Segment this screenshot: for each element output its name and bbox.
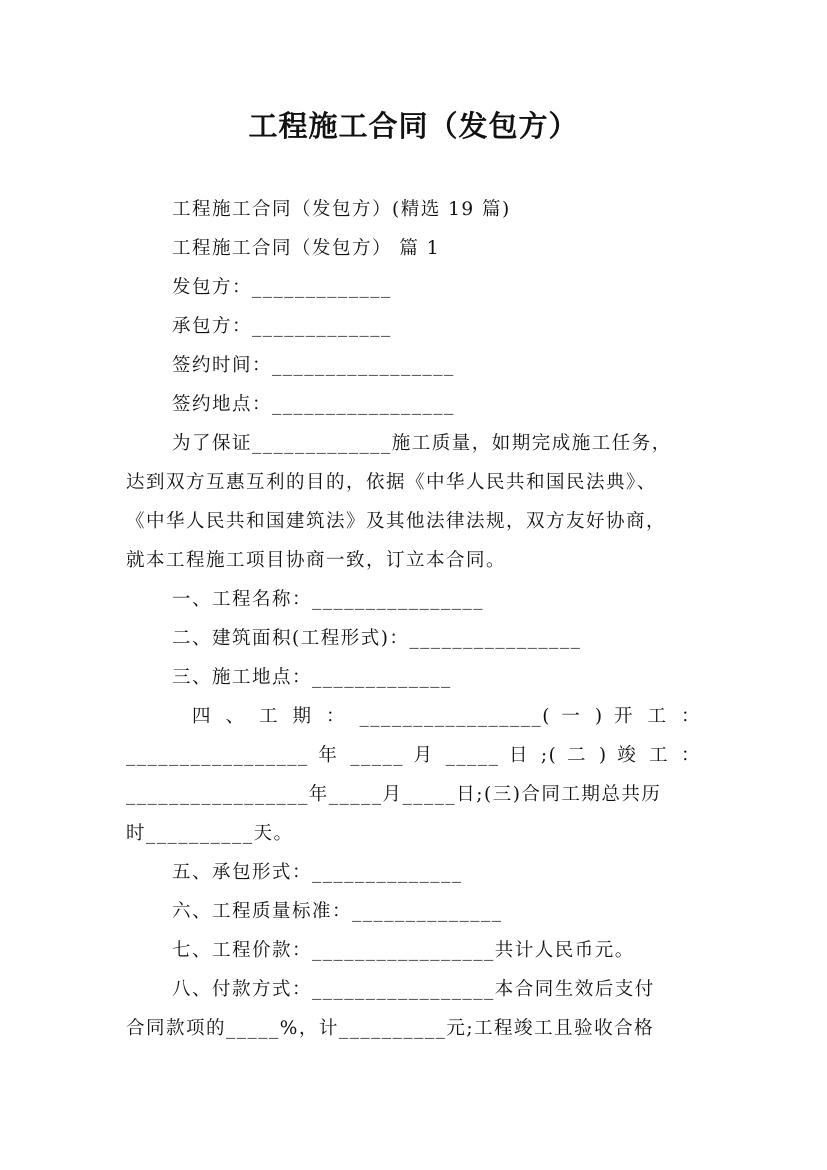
- doc-line-preamble-1: 为了保证_____________施工质量，如期完成施工任务，: [172, 433, 672, 454]
- doc-line-sign-time: 签约时间：_________________: [172, 355, 455, 376]
- doc-line-building-area: 二、建筑面积(工程形式)：________________: [172, 628, 582, 649]
- doc-line-duration-3: _________________年_____月_____日;(三)合同工期总共历: [126, 784, 662, 805]
- doc-line-duration-4: 时__________天。: [126, 823, 294, 844]
- doc-line-price: 七、工程价款：_________________共计人民币元。: [172, 940, 635, 961]
- doc-line-quality-standard: 六、工程质量标准：______________: [172, 901, 503, 922]
- doc-line-preamble-4: 就本工程施工项目协商一致，订立本合同。: [126, 550, 507, 571]
- doc-line-contract-form: 五、承包形式：______________: [172, 862, 463, 883]
- document-title: 工程施工合同（发包方）: [248, 109, 579, 143]
- document-body: [126, 196, 701, 1054]
- doc-line-site: 三、施工地点：_____________: [172, 667, 452, 688]
- doc-line-payment-2: 合同款项的_____%，计__________元;工程竣工且验收合格: [126, 1018, 655, 1039]
- doc-line-duration-2: _________________ 年 _____ 月 _____ 日 ;( 二 ) 竣 工 ：: [126, 745, 701, 766]
- doc-line-sign-place: 签约地点：_________________: [172, 394, 455, 415]
- doc-line-preamble-3: 《中华人民共和国建筑法》及其他法律法规，双方友好协商，: [126, 511, 667, 532]
- doc-line-payment-1: 八、付款方式：_________________本合同生效后支付: [172, 979, 655, 1000]
- doc-line-project-name: 一、工程名称：________________: [172, 589, 485, 610]
- doc-line-employer: 发包方：_____________: [172, 277, 392, 298]
- doc-line-preamble-2: 达到双方互惠互利的目的，依据《中华人民共和国民法典》、: [126, 472, 657, 493]
- doc-line-part-heading: 工程施工合同（发包方） 篇 1: [172, 238, 441, 259]
- doc-line-subtitle: 工程施工合同（发包方）(精选 19 篇): [172, 199, 511, 220]
- doc-line-duration-1: 四 、 工 期 ： _________________( 一 ) 开 工 ：: [192, 706, 701, 727]
- doc-line-contractor: 承包方：_____________: [172, 316, 392, 337]
